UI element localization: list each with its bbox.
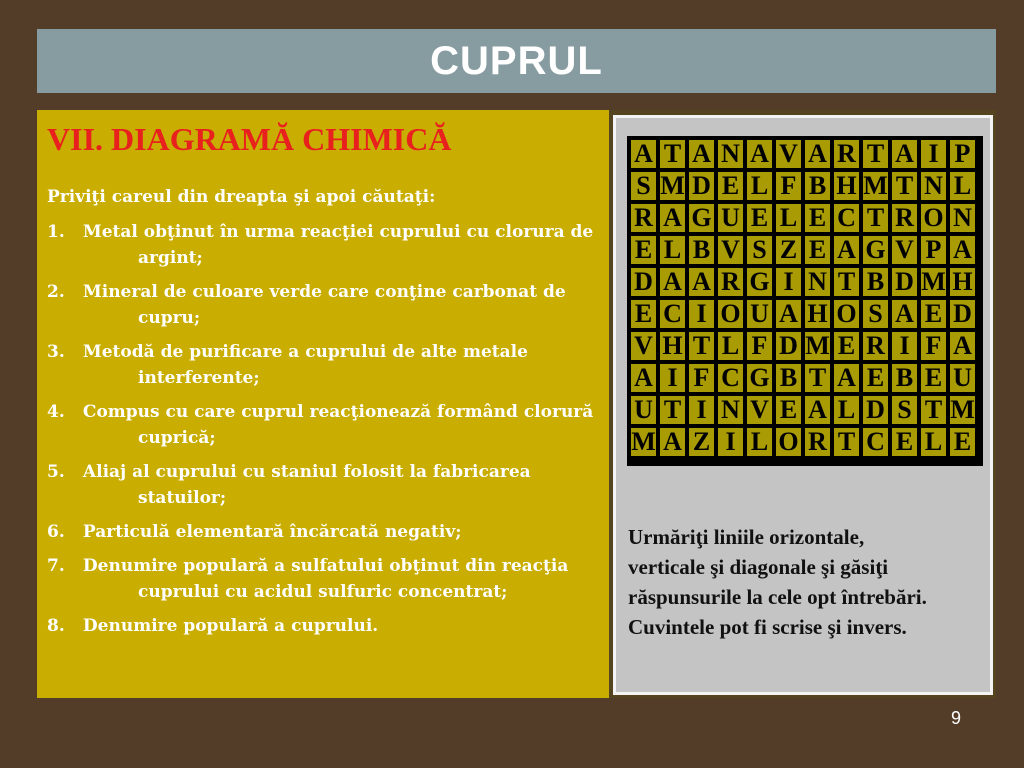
grid-cell: H — [832, 170, 861, 202]
grid-cell: A — [658, 202, 687, 234]
letter-grid — [627, 136, 983, 466]
grid-cell: E — [803, 202, 832, 234]
grid-cell: E — [745, 202, 774, 234]
grid-cell: E — [861, 362, 890, 394]
grid-cell: M — [803, 330, 832, 362]
grid-cell: G — [861, 234, 890, 266]
grid-cell: M — [861, 170, 890, 202]
grid-cell: E — [948, 426, 977, 458]
question-item — [47, 613, 599, 639]
title-bar — [37, 29, 996, 93]
grid-cell: M — [629, 426, 658, 458]
grid-cell: T — [658, 138, 687, 170]
grid-cell: V — [890, 234, 919, 266]
questions-panel — [37, 110, 609, 698]
grid-cell: L — [716, 330, 745, 362]
grid-cell: R — [629, 202, 658, 234]
instruction-line: verticale şi diagonale şi găsiţi — [628, 555, 889, 579]
grid-cell: D — [861, 394, 890, 426]
grid-cell: A — [658, 426, 687, 458]
grid-cell: I — [687, 394, 716, 426]
grid-cell: H — [658, 330, 687, 362]
question-number: 8. — [47, 616, 65, 636]
grid-cell: N — [716, 138, 745, 170]
grid-cell: L — [832, 394, 861, 426]
grid-cell: A — [745, 138, 774, 170]
grid-cell: G — [745, 362, 774, 394]
question-text: Aliaj al cuprului cu staniul folosit la fabricarea statuilor; — [82, 462, 531, 508]
question-text: Denumire populară a sulfatului obţinut din reacţia cuprului cu acidul sulfuric concentrat; — [82, 556, 569, 602]
question-list — [47, 219, 599, 639]
grid-cell: C — [861, 426, 890, 458]
grid-cell: O — [919, 202, 948, 234]
grid-cell: B — [890, 362, 919, 394]
question-item — [47, 219, 599, 271]
instruction-line: Cuvintele pot fi scrise şi invers. — [628, 615, 907, 639]
grid-cell: A — [948, 234, 977, 266]
grid-cell: U — [716, 202, 745, 234]
grid-cell: N — [919, 170, 948, 202]
grid-cell: Z — [687, 426, 716, 458]
grid-cell: E — [832, 330, 861, 362]
grid-cell: M — [658, 170, 687, 202]
section-heading: VII. DIAGRAMĂ CHIMICĂ — [47, 121, 452, 157]
grid-cell: I — [716, 426, 745, 458]
instruction-line: Urmăriţi liniile orizontale, — [628, 525, 865, 549]
grid-cell: E — [629, 234, 658, 266]
page-number: 9 — [951, 708, 962, 728]
grid-cell: V — [774, 138, 803, 170]
grid-cell: A — [629, 138, 658, 170]
grid-cell: B — [803, 170, 832, 202]
grid-cell: B — [861, 266, 890, 298]
grid-cell: H — [948, 266, 977, 298]
grid-cell: U — [948, 362, 977, 394]
question-text: Particulă elementară încărcată negativ; — [82, 522, 462, 542]
question-number: 4. — [47, 402, 65, 422]
grid-cell: S — [861, 298, 890, 330]
grid-cell: T — [658, 394, 687, 426]
grid-cell: F — [919, 330, 948, 362]
grid-cell: I — [687, 298, 716, 330]
grid-cell: N — [948, 202, 977, 234]
grid-cell: U — [745, 298, 774, 330]
grid-cell: T — [861, 202, 890, 234]
grid-cell: S — [890, 394, 919, 426]
grid-cell: A — [687, 138, 716, 170]
question-item — [47, 399, 599, 451]
grid-cell: L — [774, 202, 803, 234]
question-number: 7. — [47, 556, 65, 576]
grid-cell: I — [919, 138, 948, 170]
grid-cell: E — [890, 426, 919, 458]
grid-cell: R — [861, 330, 890, 362]
grid-cell: A — [803, 394, 832, 426]
grid-cell: O — [716, 298, 745, 330]
puzzle-panel — [609, 110, 996, 698]
question-text: Metal obţinut în urma reacţiei cuprului cu clorura de argint; — [82, 222, 594, 268]
grid-cell: A — [890, 298, 919, 330]
grid-cell: L — [948, 170, 977, 202]
grid-cell: I — [658, 362, 687, 394]
grid-cell: D — [948, 298, 977, 330]
question-number: 6. — [47, 522, 65, 542]
grid-cell: T — [803, 362, 832, 394]
grid-cell: L — [745, 170, 774, 202]
grid-cell: A — [629, 362, 658, 394]
grid-cell: I — [890, 330, 919, 362]
grid-cell: S — [629, 170, 658, 202]
grid-cell: E — [629, 298, 658, 330]
grid-cell: C — [658, 298, 687, 330]
grid-cell: F — [774, 170, 803, 202]
puzzle-instructions — [628, 522, 984, 642]
grid-cell: A — [890, 138, 919, 170]
grid-cell: A — [687, 266, 716, 298]
grid-cell: L — [658, 234, 687, 266]
grid-cell: B — [774, 362, 803, 394]
grid-cell: E — [919, 298, 948, 330]
grid-cell: Z — [774, 234, 803, 266]
grid-cell: R — [890, 202, 919, 234]
grid-cell: T — [832, 426, 861, 458]
grid-cell: T — [832, 266, 861, 298]
grid-cell: A — [832, 362, 861, 394]
grid-cell: T — [861, 138, 890, 170]
grid-cell: E — [919, 362, 948, 394]
grid-cell: N — [716, 394, 745, 426]
grid-cell: L — [745, 426, 774, 458]
grid-cell: R — [832, 138, 861, 170]
grid-cell: C — [832, 202, 861, 234]
grid-cell: O — [774, 426, 803, 458]
word-search-card — [613, 115, 993, 695]
grid-cell: D — [774, 330, 803, 362]
grid-cell: P — [919, 234, 948, 266]
grid-cell: C — [716, 362, 745, 394]
grid-cell: U — [629, 394, 658, 426]
grid-cell: E — [774, 394, 803, 426]
grid-cell: G — [745, 266, 774, 298]
grid-cell: R — [803, 426, 832, 458]
question-number: 3. — [47, 342, 65, 362]
question-item — [47, 553, 599, 605]
grid-cell: A — [774, 298, 803, 330]
grid-cell: D — [890, 266, 919, 298]
grid-cell: L — [919, 426, 948, 458]
grid-cell: D — [629, 266, 658, 298]
question-number: 1. — [47, 222, 65, 242]
grid-cell: H — [803, 298, 832, 330]
question-text: Metodă de purificare a cuprului de alte metale interferente; — [82, 342, 528, 388]
grid-cell: V — [716, 234, 745, 266]
grid-cell: V — [629, 330, 658, 362]
grid-cell: P — [948, 138, 977, 170]
grid-cell: T — [687, 330, 716, 362]
grid-cell: F — [745, 330, 774, 362]
grid-cell: E — [716, 170, 745, 202]
grid-cell: S — [745, 234, 774, 266]
grid-cell: T — [919, 394, 948, 426]
question-item — [47, 339, 599, 391]
slide-title: CUPRUL — [430, 38, 603, 83]
question-item — [47, 519, 599, 545]
question-number: 2. — [47, 282, 65, 302]
grid-cell: T — [890, 170, 919, 202]
grid-cell: I — [774, 266, 803, 298]
grid-cell: F — [687, 362, 716, 394]
grid-cell: E — [803, 234, 832, 266]
grid-cell: A — [803, 138, 832, 170]
grid-cell: A — [832, 234, 861, 266]
grid-cell: A — [948, 330, 977, 362]
question-item — [47, 459, 599, 511]
grid-cell: D — [687, 170, 716, 202]
grid-cell: M — [919, 266, 948, 298]
question-text: Compus cu care cuprul reacţionează formând clorură cuprică; — [82, 402, 594, 448]
grid-cell: N — [803, 266, 832, 298]
grid-cell: B — [687, 234, 716, 266]
grid-cell: G — [687, 202, 716, 234]
question-text: Denumire populară a cuprului. — [82, 616, 379, 636]
grid-cell: M — [948, 394, 977, 426]
question-text: Mineral de culoare verde care conţine carbonat de cupru; — [82, 282, 566, 328]
grid-cell: O — [832, 298, 861, 330]
grid-cell: A — [658, 266, 687, 298]
intro-text: Priviţi careul din dreapta şi apoi căutaţi: — [47, 187, 436, 207]
instruction-line: răspunsurile la cele opt întrebări. — [628, 585, 927, 609]
question-item — [47, 279, 599, 331]
grid-cell: V — [745, 394, 774, 426]
grid-cell: R — [716, 266, 745, 298]
question-number: 5. — [47, 462, 65, 482]
